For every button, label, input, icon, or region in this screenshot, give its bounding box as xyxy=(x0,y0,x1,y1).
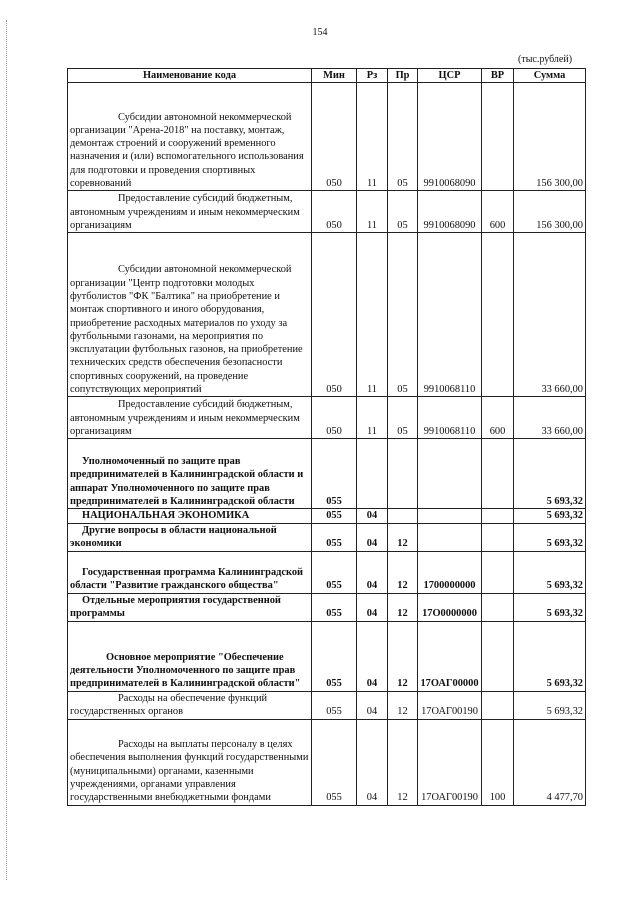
row-name: Государственная программа Калининградской области "Развитие гражданского общества" xyxy=(68,551,312,593)
row-min: 055 xyxy=(312,551,357,593)
row-min: 055 xyxy=(312,719,357,805)
row-rz: 04 xyxy=(357,509,388,523)
row-sum: 156 300,00 xyxy=(514,83,586,191)
row-sum: 5 693,32 xyxy=(514,691,586,719)
table-row xyxy=(68,397,586,439)
row-min: 055 xyxy=(312,593,357,621)
row-pr: 12 xyxy=(388,719,418,805)
row-rz: 04 xyxy=(357,551,388,593)
row-min: 055 xyxy=(312,621,357,691)
header-vr: ВР xyxy=(482,69,514,83)
row-rz: 04 xyxy=(357,621,388,691)
row-min: 050 xyxy=(312,397,357,439)
row-sum: 5 693,32 xyxy=(514,439,586,509)
row-name: Расходы на выплаты персоналу в целях обеспечения выполнения функций государственными (муниципальными) органами, казенными учреждениями, органами управления государственными внебюджетными фондами xyxy=(68,719,312,805)
row-rz: 11 xyxy=(357,233,388,397)
row-rz: 04 xyxy=(357,523,388,551)
row-csr: 1700000000 xyxy=(418,551,482,593)
row-pr: 05 xyxy=(388,233,418,397)
row-csr: 17ОАГ00190 xyxy=(418,719,482,805)
table-row xyxy=(68,621,586,691)
row-rz: 04 xyxy=(357,691,388,719)
row-pr: 12 xyxy=(388,691,418,719)
row-vr xyxy=(482,621,514,691)
table-header-row xyxy=(68,69,586,83)
row-min: 050 xyxy=(312,233,357,397)
page-number: 154 xyxy=(312,27,328,38)
row-csr xyxy=(418,509,482,523)
row-name: НАЦИОНАЛЬНАЯ ЭКОНОМИКА xyxy=(68,509,312,523)
row-pr: 05 xyxy=(388,191,418,233)
table-row xyxy=(68,191,586,233)
row-rz: 11 xyxy=(357,191,388,233)
row-name: Основное мероприятие "Обеспечение деятельности Уполномоченного по защите прав предпринимателей в Калининградской области" xyxy=(68,621,312,691)
row-sum: 33 660,00 xyxy=(514,233,586,397)
row-sum: 33 660,00 xyxy=(514,397,586,439)
row-min: 055 xyxy=(312,523,357,551)
row-pr: 12 xyxy=(388,523,418,551)
row-csr: 17ОАГ00000 xyxy=(418,621,482,691)
row-csr: 9910068110 xyxy=(418,397,482,439)
row-csr xyxy=(418,523,482,551)
row-sum: 5 693,32 xyxy=(514,621,586,691)
row-vr xyxy=(482,523,514,551)
header-rz: Рз xyxy=(357,69,388,83)
scan-edge-mark xyxy=(6,20,8,880)
row-vr xyxy=(482,83,514,191)
row-csr: 9910068090 xyxy=(418,191,482,233)
header-name: Наименование кода xyxy=(68,69,312,83)
table-row xyxy=(68,719,586,805)
row-sum: 5 693,32 xyxy=(514,523,586,551)
row-rz xyxy=(357,439,388,509)
header-csr: ЦСР xyxy=(418,69,482,83)
row-sum: 4 477,70 xyxy=(514,719,586,805)
table-row xyxy=(68,523,586,551)
row-csr: 9910068090 xyxy=(418,83,482,191)
row-pr: 12 xyxy=(388,621,418,691)
unit-label: (тыс.рублей) xyxy=(518,54,573,65)
row-vr: 100 xyxy=(482,719,514,805)
row-csr: 9910068110 xyxy=(418,233,482,397)
row-vr: 600 xyxy=(482,397,514,439)
row-vr xyxy=(482,509,514,523)
row-pr xyxy=(388,439,418,509)
budget-table xyxy=(67,68,586,806)
header-sum: Сумма xyxy=(514,69,586,83)
row-pr: 12 xyxy=(388,551,418,593)
row-csr: 17О0000000 xyxy=(418,593,482,621)
row-rz: 11 xyxy=(357,397,388,439)
table-row xyxy=(68,509,586,523)
row-name: Отдельные мероприятия государственной программы xyxy=(68,593,312,621)
row-csr: 17ОАГ00190 xyxy=(418,691,482,719)
row-vr xyxy=(482,439,514,509)
table-row xyxy=(68,233,586,397)
row-csr xyxy=(418,439,482,509)
row-min: 055 xyxy=(312,509,357,523)
row-min: 055 xyxy=(312,691,357,719)
row-name: Субсидии автономной некоммерческой организации "Центр подготовки молодых футболистов "ФК "Балтика" на приобретение и монтаж спортивного и иного оборудования, приобретение расходных материалов по уходу за футбольными газонами, на мероприятия по эксплуатации футбольных газонов, на приобретение технических средств обеспечения безопасности спортивных сооружений, на проведение сопутствующих мероприятий xyxy=(68,233,312,397)
row-pr xyxy=(388,509,418,523)
row-sum: 5 693,32 xyxy=(514,509,586,523)
row-vr xyxy=(482,691,514,719)
row-min: 050 xyxy=(312,191,357,233)
table-row xyxy=(68,593,586,621)
row-min: 055 xyxy=(312,439,357,509)
row-name: Предоставление субсидий бюджетным, автономным учреждениям и иным некоммерческим организациям xyxy=(68,191,312,233)
row-vr xyxy=(482,593,514,621)
row-name: Уполномоченный по защите прав предпринимателей в Калининградской области и аппарат Уполномоченного по защите прав предпринимателей в Калининградской области xyxy=(68,439,312,509)
row-pr: 05 xyxy=(388,83,418,191)
row-rz: 04 xyxy=(357,719,388,805)
row-name: Субсидии автономной некоммерческой организации "Арена-2018" на поставку, монтаж, демонтаж строений и сооружений временного назначения и (или) вспомогательного использования для подготовки и проведения спортивных соревнований xyxy=(68,83,312,191)
table-row xyxy=(68,551,586,593)
header-min: Мин xyxy=(312,69,357,83)
row-sum: 156 300,00 xyxy=(514,191,586,233)
table-row xyxy=(68,439,586,509)
row-name: Расходы на обеспечение функций государственных органов xyxy=(68,691,312,719)
row-rz: 04 xyxy=(357,593,388,621)
row-vr xyxy=(482,551,514,593)
table-row xyxy=(68,83,586,191)
row-name: Предоставление субсидий бюджетным, автономным учреждениям и иным некоммерческим организациям xyxy=(68,397,312,439)
row-vr xyxy=(482,233,514,397)
row-rz: 11 xyxy=(357,83,388,191)
row-pr: 05 xyxy=(388,397,418,439)
row-vr: 600 xyxy=(482,191,514,233)
row-pr: 12 xyxy=(388,593,418,621)
row-sum: 5 693,32 xyxy=(514,593,586,621)
header-pr: Пр xyxy=(388,69,418,83)
row-sum: 5 693,32 xyxy=(514,551,586,593)
table-row xyxy=(68,691,586,719)
row-name: Другие вопросы в области национальной экономики xyxy=(68,523,312,551)
row-min: 050 xyxy=(312,83,357,191)
